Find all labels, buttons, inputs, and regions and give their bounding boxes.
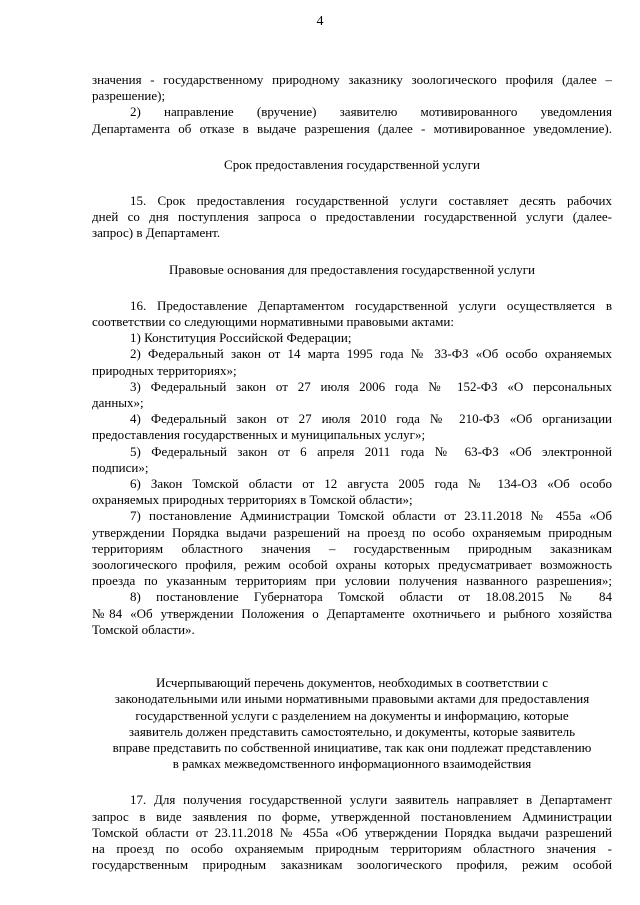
text-line: проезда по указанным территориям при условии получения названного разрешения»; (92, 573, 612, 589)
paragraph-16 (92, 298, 612, 638)
text-line: соответствии со следующими нормативными правовыми актами: (92, 314, 454, 330)
text-line: территориям областного значения – государственным природным заказникам (92, 540, 612, 556)
list-item: 7) постановление Администрации Томской области от 23.11.2018 № 455а «Об (130, 508, 612, 524)
page-number: 4 (316, 14, 324, 29)
heading-line: заявитель должен представить самостоятельно, и документы, которые заявитель (128, 723, 576, 739)
list-item: 5) Федеральный закон от 6 апреля 2011 года № 63-ФЗ «Об электронной (130, 443, 612, 459)
list-item: 4) Федеральный закон от 27 июля 2010 года № 210-ФЗ «Об организации (130, 411, 612, 427)
section-heading-documents (92, 675, 612, 772)
list-item: 1) Конституция Российской Федерации; (130, 330, 352, 346)
text-line: 15. Срок предоставления государственной услуги составляет десять рабочих (130, 193, 612, 209)
text-line: запрос в виде заявления по форме, утвержденной постановлением Администрации (92, 808, 612, 824)
heading-line: государственной услуги с разделением на документы и информацию, которые (135, 707, 569, 723)
heading-line: законодательными или иными нормативными правовыми актами для предоставления (114, 691, 590, 707)
section-heading: Правовые основания для предоставления государственной услуги (168, 261, 536, 277)
text-line: природных территориях»; (92, 362, 237, 378)
section-heading: Срок предоставления государственной услуги (224, 156, 480, 172)
heading-line: в рамках межведомственного информационного взаимодействия (172, 756, 532, 772)
list-item: 2) Федеральный закон от 14 марта 1995 года № 33-ФЗ «Об особо охраняемых (130, 346, 612, 362)
text-line: подписи»; (92, 459, 149, 475)
text-line: предоставления государственных и муниципальных услуг»; (92, 427, 426, 443)
text-line: запрос) в Департамент. (92, 225, 221, 241)
paragraph-15 (92, 193, 612, 242)
text-line: №84 «Об утверждении Положения о Департаменте охотничьего и рыбного хозяйства (92, 605, 612, 621)
text-line: Томской области от 23.11.2018 № 455а «Об утверждении Порядка выдачи разрешений (92, 824, 612, 840)
text-line: Департамента об отказе в выдаче разрешения (далее - мотивированное уведомление). (92, 120, 612, 136)
text-line: дней со дня поступления запроса о предоставлении государственной услуги (далее- (92, 209, 612, 225)
heading-line: вправе представить по собственной инициативе, так как они подлежат представлению (112, 739, 592, 755)
text-line: значения - государственному природному заказнику зоологического профиля (далее – (92, 72, 612, 87)
heading-line: Исчерпывающий перечень документов, необходимых в соответствии с (156, 675, 548, 691)
text-line: 17. Для получения государственной услуги заявитель направляет в Департамент (130, 792, 612, 808)
continued-paragraph (92, 72, 612, 137)
text-line: охраняемых природных территориях в Томской области»; (92, 492, 413, 508)
text-line: Томской области». (92, 621, 195, 637)
text-line: государственным природным заказникам зоологического профиля, режим особой (92, 857, 612, 873)
text-line: данных»; (92, 395, 144, 411)
text-line: на проезд по особо охраняемым природным территориям областного значения - (92, 840, 612, 856)
text-line: зоологического профиля, режим особой охраны которых предусматривает возможность (92, 557, 612, 573)
list-item: 6) Закон Томской области от 12 августа 2005 года № 134-ОЗ «Об особо (130, 476, 612, 492)
document-body (92, 72, 612, 873)
list-item: 3) Федеральный закон от 27 июля 2006 года № 152-ФЗ «О персональных (130, 378, 612, 394)
text-line: 16. Предоставление Департаментом государственной услуги осуществляется в (130, 297, 612, 313)
text-line: разрешение); (92, 88, 166, 104)
text-line: 2) направление (вручение) заявителю мотивированного уведомления (130, 104, 612, 120)
text-line: утверждении Порядка выдачи разрешений на проезд по особо охраняемым природным (92, 524, 612, 540)
list-item: 8) постановление Губернатора Томской области от 18.08.2015 № 84 (130, 589, 612, 605)
paragraph-17 (92, 792, 612, 873)
